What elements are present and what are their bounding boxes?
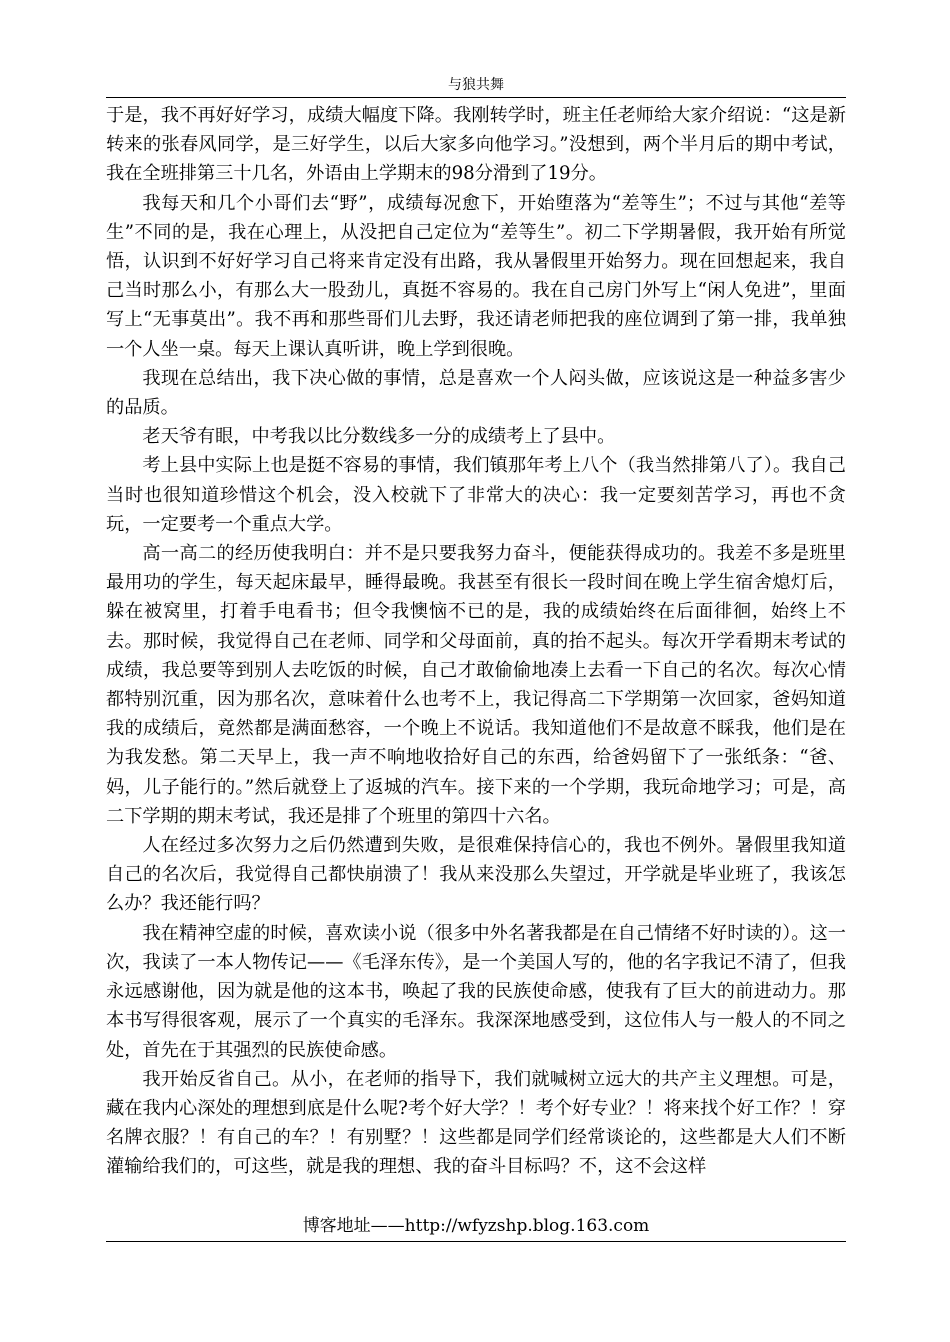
footer-divider bbox=[106, 1241, 846, 1242]
paragraph-5: 考上县中实际上也是挺不容易的事情，我们镇那年考上八个（我当然排第八了）。我自己当时也很知道珍惜这个机会，没入校就下了非常大的决心：我一定要刻苦学习，再也不贪玩，一定要考一个重点大学。 bbox=[106, 455, 846, 535]
paragraph-4: 老天爷有眼，中考我以比分数线多一分的成绩考上了县中。 bbox=[142, 426, 616, 448]
paragraph-6: 高一高二的经历使我明白：并不是只要我努力奋斗，便能获得成功的。我差不多是班里最用功的学生，每天起床最早，睡得最晚。我甚至有很长一段时间在晚上学生宿舍熄灯后，躲在被窝里，打着手电看书；但令我懊恼不已的是，我的成绩始终在后面徘徊，始终上不去。那时候，我觉得自己在老师、同学和父母面前，真的抬不起头。每次开学看期末考试的成绩，我总要等到别人去吃饭的时候，自己才敢偷偷地凑上去看一下自己的名次。每次心情都特别沉重，因为那名次，意味着什么也考不上，我记得高二下学期第一次回家，爸妈知道我的成绩后，竟然都是满面愁容，一个晚上不说话。我知道他们不是故意不睬我，他们是在为我发愁。第二天早上，我一声不响地收拾好自己的东西，给爸妈留下了一张纸条：“爸、妈，儿子能行的。”然后就登上了返城的汽车。接下来的一个学期，我玩命地学习；可是，高二下学期的期末考试，我还是排了个班里的第四十六名。 bbox=[106, 543, 846, 827]
paragraph-8: 我在精神空虚的时候，喜欢读小说（很多中外名著我都是在自己情绪不好时读的）。这一次，我读了一本人物传记——《毛泽东传》，是一个美国人写的，他的名字我记不清了，但我永远感谢他，因为就是他的这本书，唤起了我的民族使命感，使我有了巨大的前进动力。那本书写得很客观，展示了一个真实的毛泽东。我深深地感受到，这位伟人与一般人的不同之处，首先在于其强烈的民族使命感。 bbox=[106, 922, 846, 1061]
running-header-title: 与狼共舞 bbox=[448, 77, 504, 93]
footer-blog-address: 博客地址——http://wfyzshp.blog.163.com bbox=[302, 1216, 650, 1236]
paragraph-2: 我每天和几个小哥们去“野”，成绩每况愈下，开始堕落为“差等生”；不过与其他“差等生”不同的是，我在心理上，从没把自己定位为“差等生”。初二下学期暑假，我开始有所觉悟，认识到不好好学习自己将来肯定没有出路，我从暑假里开始努力。现在回想起来，我自己当时那么小，有那么大一股劲儿，真挺不容易的。我在自己房门外写上“闲人免进”，里面写上“无事莫出”。我不再和那些哥们儿去野，我还请老师把我的座位调到了第一排，我单独一个人坐一桌。每天上课认真听讲，晚上学到很晚。 bbox=[106, 192, 846, 360]
header-divider bbox=[106, 97, 846, 98]
paragraph-1: 于是，我不再好好学习，成绩大幅度下降。我刚转学时，班主任老师给大家介绍说：“这是新转来的张春风同学，是三好学生，以后大家多向他学习。”没想到，两个半月后的期中考试，我在全班排第三十几名，外语由上学期末的98分滑到了19分。 bbox=[106, 105, 846, 185]
paragraph-7: 人在经过多次努力之后仍然遭到失败，是很难保持信心的，我也不例外。暑假里我知道自己的名次后，我觉得自己都快崩溃了！我从来没那么失望过，开学就是毕业班了，我该怎么办？我还能行吗？ bbox=[106, 835, 846, 915]
paragraph-9: 我开始反省自己。从小，在老师的指导下，我们就喊树立远大的共产主义理想。可是，藏在我内心深处的理想到底是什么呢?考个好大学？！考个好专业？！将来找个好工作？！穿名牌衣服？！有自己的车？！有别墅？！这些都是同学们经常谈论的，这些都是大人们不断灌输给我们的，可这些，就是我的理想、我的奋斗目标吗？不，这不会这样 bbox=[106, 1068, 846, 1178]
body-text bbox=[106, 101, 846, 1182]
paragraph-3: 我现在总结出，我下决心做的事情，总是喜欢一个人闷头做，应该说这是一种益多害少的品质。 bbox=[106, 367, 846, 419]
